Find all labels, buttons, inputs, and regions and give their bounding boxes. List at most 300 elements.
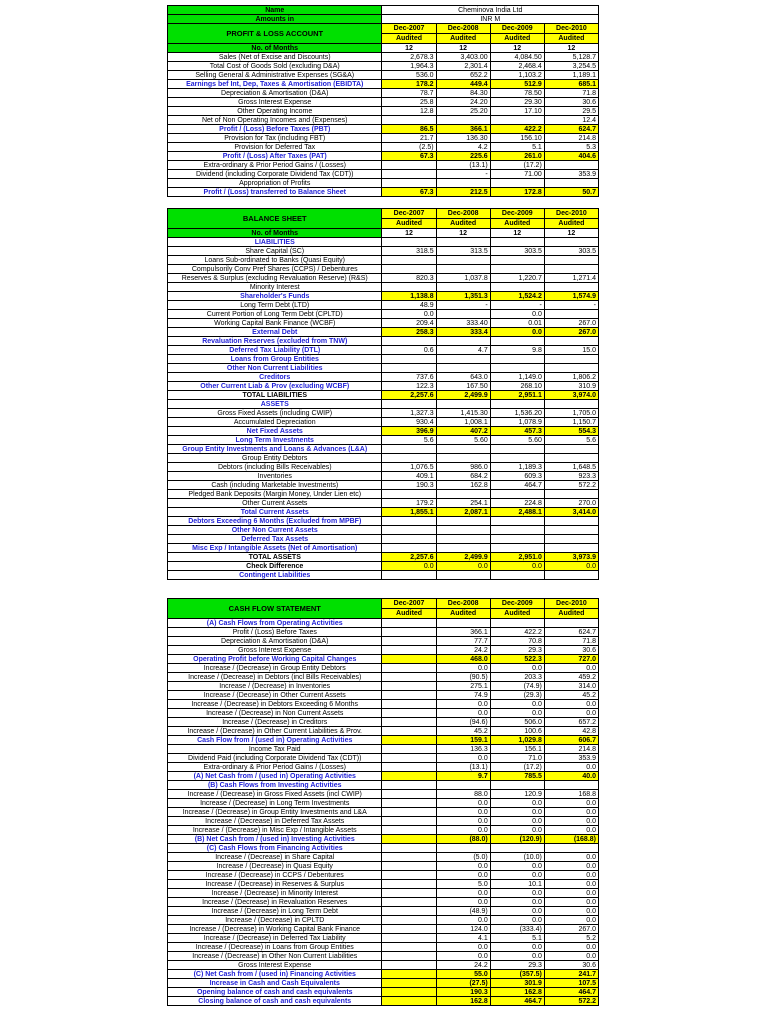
row-value xyxy=(382,646,436,655)
row-label: (C) Net Cash from / (used in) Financing Activities xyxy=(168,970,382,979)
table-row xyxy=(168,655,599,664)
row-value xyxy=(382,700,436,709)
table-row xyxy=(168,170,599,179)
row-value: 643.0 xyxy=(436,373,490,382)
table-row xyxy=(168,646,599,655)
year-header: Dec-2007 xyxy=(382,24,436,34)
row-value xyxy=(544,445,598,454)
table-row xyxy=(168,454,599,463)
row-value: 652.2 xyxy=(436,71,490,80)
row-value xyxy=(436,517,490,526)
row-value: 71.0 xyxy=(490,754,544,763)
row-value: 0.0 xyxy=(544,952,598,961)
row-value: 162.8 xyxy=(436,481,490,490)
row-value: 122.3 xyxy=(382,382,436,391)
row-value: 353.9 xyxy=(544,754,598,763)
table-row xyxy=(168,382,599,391)
row-value: (357.5) xyxy=(490,970,544,979)
row-label: Accumulated Depreciation xyxy=(168,418,382,427)
row-value: 684.2 xyxy=(436,472,490,481)
info-row xyxy=(168,6,599,15)
table-row xyxy=(168,925,599,934)
row-label: Operating Profit before Working Capital Changes xyxy=(168,655,382,664)
row-value xyxy=(490,445,544,454)
row-value xyxy=(490,544,544,553)
row-value: 1,327.3 xyxy=(382,409,436,418)
table-row xyxy=(168,274,599,283)
table-row xyxy=(168,763,599,772)
row-value: 120.9 xyxy=(490,790,544,799)
table-row xyxy=(168,736,599,745)
row-label: Extra-ordinary & Prior Period Gains / (Losses) xyxy=(168,161,382,170)
table-row xyxy=(168,247,599,256)
row-label: Cash (including Marketable Investments) xyxy=(168,481,382,490)
table-row xyxy=(168,328,599,337)
row-value xyxy=(436,310,490,319)
row-label: Extra-ordinary & Prior Period Gains / (Losses) xyxy=(168,763,382,772)
row-value: 0.0 xyxy=(544,709,598,718)
row-value xyxy=(382,934,436,943)
row-value xyxy=(382,799,436,808)
row-value xyxy=(382,709,436,718)
row-value: 30.6 xyxy=(544,646,598,655)
row-label: Long Term Debt (LTD) xyxy=(168,301,382,310)
row-value xyxy=(382,179,436,188)
row-value xyxy=(382,526,436,535)
row-value xyxy=(382,718,436,727)
info-label: Amounts in xyxy=(168,15,382,24)
row-value: 396.9 xyxy=(382,427,436,436)
year-header: Dec-2008 xyxy=(436,599,490,609)
row-value xyxy=(490,571,544,580)
row-value: 5.1 xyxy=(490,143,544,152)
row-value: (29.3) xyxy=(490,691,544,700)
table-row xyxy=(168,526,599,535)
row-value: 0.0 xyxy=(544,799,598,808)
row-value xyxy=(490,265,544,274)
row-label: Increase / (Decrease) in Long Term Investments xyxy=(168,799,382,808)
section-title: PROFIT & LOSS ACCOUNT xyxy=(168,24,382,44)
row-value: 162.8 xyxy=(436,997,490,1006)
row-value xyxy=(382,925,436,934)
table-row xyxy=(168,179,599,188)
year-header-row xyxy=(168,24,599,34)
row-value: 29.3 xyxy=(490,961,544,970)
row-value: - xyxy=(436,301,490,310)
year-header: Dec-2008 xyxy=(436,24,490,34)
table-row xyxy=(168,835,599,844)
row-value: 310.9 xyxy=(544,382,598,391)
row-value xyxy=(382,853,436,862)
row-value: 1,705.0 xyxy=(544,409,598,418)
row-value xyxy=(382,161,436,170)
row-value: 1,076.5 xyxy=(382,463,436,472)
row-value: 261.0 xyxy=(490,152,544,161)
row-value: 0.0 xyxy=(490,310,544,319)
row-value: 209.4 xyxy=(382,319,436,328)
row-label: Increase / (Decrease) in Deferred Tax Liability xyxy=(168,934,382,943)
row-value: 0.0 xyxy=(436,799,490,808)
table-row xyxy=(168,107,599,116)
row-value: 71.8 xyxy=(544,637,598,646)
table-row xyxy=(168,125,599,134)
row-label: Other Non Current Liabilities xyxy=(168,364,382,373)
row-value: 5,128.7 xyxy=(544,53,598,62)
row-value xyxy=(544,238,598,247)
row-value: (74.9) xyxy=(490,682,544,691)
row-label: Profit / (Loss) Before Taxes xyxy=(168,628,382,637)
row-value: 0.0 xyxy=(382,562,436,571)
row-value: 737.6 xyxy=(382,373,436,382)
row-value: 0.0 xyxy=(544,862,598,871)
row-value: 5.2 xyxy=(544,934,598,943)
row-label: Increase / (Decrease) in Minority Interest xyxy=(168,889,382,898)
row-value: 2,951.1 xyxy=(490,391,544,400)
row-value: 0.0 xyxy=(544,943,598,952)
row-value xyxy=(382,673,436,682)
audited-header: Audited xyxy=(382,34,436,44)
table-row xyxy=(168,508,599,517)
row-value: 3,974.0 xyxy=(544,391,598,400)
row-value: 29.5 xyxy=(544,107,598,116)
row-value: 506.0 xyxy=(490,718,544,727)
info-value: Cheminova India Ltd xyxy=(382,6,599,15)
row-value: 2,257.6 xyxy=(382,553,436,562)
row-value: 1,524.2 xyxy=(490,292,544,301)
row-value: 333.4 xyxy=(436,328,490,337)
row-value: 15.0 xyxy=(544,346,598,355)
audited-header: Audited xyxy=(436,609,490,619)
table-row xyxy=(168,934,599,943)
row-value: 1,138.8 xyxy=(382,292,436,301)
table-row xyxy=(168,997,599,1006)
row-value: (17.2) xyxy=(490,763,544,772)
row-label: Revaluation Reserves (excluded from TNW) xyxy=(168,337,382,346)
row-value: 459.2 xyxy=(544,673,598,682)
row-value: 1,964.3 xyxy=(382,62,436,71)
row-value: 785.5 xyxy=(490,772,544,781)
row-value xyxy=(436,400,490,409)
row-value: 267.0 xyxy=(544,925,598,934)
row-value xyxy=(436,364,490,373)
row-value: 2,499.9 xyxy=(436,391,490,400)
row-value xyxy=(490,179,544,188)
row-value xyxy=(436,526,490,535)
row-value xyxy=(382,535,436,544)
row-label: (A) Net Cash from / (used in) Operating Activities xyxy=(168,772,382,781)
row-value: 0.0 xyxy=(544,808,598,817)
row-value: 0.0 xyxy=(544,664,598,673)
row-value: 25.8 xyxy=(382,98,436,107)
row-value: 48.9 xyxy=(382,301,436,310)
row-value: 190.3 xyxy=(436,988,490,997)
row-value xyxy=(490,526,544,535)
row-value: 3,973.9 xyxy=(544,553,598,562)
row-label: Group Entity Debtors xyxy=(168,454,382,463)
row-value: 5.6 xyxy=(544,436,598,445)
row-value xyxy=(382,364,436,373)
row-value: 727.0 xyxy=(544,655,598,664)
row-label: Contingent Liabilities xyxy=(168,571,382,580)
row-value xyxy=(436,238,490,247)
row-value: 1,008.1 xyxy=(436,418,490,427)
row-value xyxy=(544,161,598,170)
row-value xyxy=(544,355,598,364)
table-row xyxy=(168,400,599,409)
months-label: No. of Months xyxy=(168,229,382,238)
row-value: 2,499.9 xyxy=(436,553,490,562)
row-value: (168.8) xyxy=(544,835,598,844)
row-value: 258.3 xyxy=(382,328,436,337)
bs-table xyxy=(167,208,599,580)
row-value: 0.0 xyxy=(490,898,544,907)
row-value: 1,574.9 xyxy=(544,292,598,301)
row-label: TOTAL ASSETS xyxy=(168,553,382,562)
row-value xyxy=(544,364,598,373)
months-value: 12 xyxy=(436,229,490,238)
row-value xyxy=(382,898,436,907)
row-value: 224.8 xyxy=(490,499,544,508)
row-label: Selling General & Administrative Expenses (SG&A) xyxy=(168,71,382,80)
table-row xyxy=(168,152,599,161)
row-value xyxy=(382,835,436,844)
row-value xyxy=(544,781,598,790)
row-value xyxy=(490,337,544,346)
row-value xyxy=(382,238,436,247)
row-value: 5.1 xyxy=(490,934,544,943)
row-label: Reserves & Surplus (excluding Revaluation Reserve) (R&S) xyxy=(168,274,382,283)
row-label: Increase / (Decrease) in Inventories xyxy=(168,682,382,691)
row-label: Increase / (Decrease) in Creditors xyxy=(168,718,382,727)
row-value: 124.0 xyxy=(436,925,490,934)
row-value: 0.0 xyxy=(490,799,544,808)
row-value: 3,414.0 xyxy=(544,508,598,517)
row-value: 77.7 xyxy=(436,637,490,646)
table-row xyxy=(168,517,599,526)
row-value xyxy=(544,526,598,535)
audited-header: Audited xyxy=(490,34,544,44)
row-value: 88.0 xyxy=(436,790,490,799)
table-row xyxy=(168,826,599,835)
row-value xyxy=(544,310,598,319)
row-value xyxy=(382,817,436,826)
row-value: 17.10 xyxy=(490,107,544,116)
row-value: 168.8 xyxy=(544,790,598,799)
row-label: Increase / (Decrease) in Group Entity Investments and L&A xyxy=(168,808,382,817)
row-value: 4.7 xyxy=(436,346,490,355)
row-value: 0.0 xyxy=(436,862,490,871)
row-value: 0.0 xyxy=(436,889,490,898)
row-label: Pledged Bank Deposits (Margin Money, Under Lien etc) xyxy=(168,490,382,499)
row-value: 1,220.7 xyxy=(490,274,544,283)
row-label: Working Capital Bank Finance (WCBF) xyxy=(168,319,382,328)
months-value: 12 xyxy=(544,44,598,53)
table-row xyxy=(168,71,599,80)
row-value xyxy=(436,781,490,790)
year-header: Dec-2008 xyxy=(436,209,490,219)
row-value: 24.20 xyxy=(436,98,490,107)
row-value xyxy=(436,535,490,544)
row-label: Increase / (Decrease) in Other Non Current Liabilities xyxy=(168,952,382,961)
row-label: Profit / (Loss) Before Taxes (PBT) xyxy=(168,125,382,134)
row-value: 78.50 xyxy=(490,89,544,98)
row-label: Provision for Deferred Tax xyxy=(168,143,382,152)
table-row xyxy=(168,562,599,571)
row-value: 3,254.5 xyxy=(544,62,598,71)
row-value: 0.0 xyxy=(490,907,544,916)
year-header: Dec-2009 xyxy=(490,599,544,609)
row-value xyxy=(490,355,544,364)
table-row xyxy=(168,161,599,170)
audited-header: Audited xyxy=(490,219,544,229)
row-value xyxy=(382,628,436,637)
table-row xyxy=(168,355,599,364)
audited-header: Audited xyxy=(382,219,436,229)
table-row xyxy=(168,691,599,700)
row-value xyxy=(436,544,490,553)
row-value xyxy=(544,544,598,553)
row-value: 4.1 xyxy=(436,934,490,943)
row-value: 923.3 xyxy=(544,472,598,481)
row-value: 1,103.2 xyxy=(490,71,544,80)
row-value xyxy=(382,979,436,988)
table-row xyxy=(168,134,599,143)
row-value: 0.0 xyxy=(544,700,598,709)
row-value: 55.0 xyxy=(436,970,490,979)
table-row xyxy=(168,898,599,907)
row-value: 4.2 xyxy=(436,143,490,152)
row-label: Debtors (including Bills Receivables) xyxy=(168,463,382,472)
row-value xyxy=(544,179,598,188)
row-value: 572.2 xyxy=(544,481,598,490)
row-value xyxy=(382,880,436,889)
row-value xyxy=(490,256,544,265)
row-value xyxy=(382,808,436,817)
row-label: Increase / (Decrease) in Non Current Assets xyxy=(168,709,382,718)
row-value: 136.3 xyxy=(436,745,490,754)
row-value: 30.6 xyxy=(544,98,598,107)
row-value: 314.0 xyxy=(544,682,598,691)
row-label: Dividend (including Corporate Dividend Tax (CDT)) xyxy=(168,170,382,179)
row-label: Minority Interest xyxy=(168,283,382,292)
row-value xyxy=(382,997,436,1006)
table-row xyxy=(168,409,599,418)
row-value xyxy=(382,916,436,925)
row-value: 0.0 xyxy=(544,916,598,925)
table-row xyxy=(168,952,599,961)
row-value: 1,536.20 xyxy=(490,409,544,418)
row-label: Increase in Cash and Cash Equivalents xyxy=(168,979,382,988)
row-label: Other Current Liab & Prov (excluding WCBF) xyxy=(168,382,382,391)
row-value: 0.0 xyxy=(436,808,490,817)
row-value: 0.0 xyxy=(436,754,490,763)
row-value xyxy=(490,454,544,463)
row-value: 267.0 xyxy=(544,319,598,328)
row-value xyxy=(544,490,598,499)
row-value xyxy=(382,337,436,346)
row-value: 464.7 xyxy=(490,481,544,490)
row-value xyxy=(382,655,436,664)
table-row xyxy=(168,472,599,481)
row-value: 0.0 xyxy=(490,862,544,871)
table-row xyxy=(168,98,599,107)
table-row xyxy=(168,709,599,718)
row-value: (13.1) xyxy=(436,763,490,772)
table-row xyxy=(168,283,599,292)
row-value: 84.30 xyxy=(436,89,490,98)
months-value: 12 xyxy=(382,229,436,238)
row-value: 167.50 xyxy=(436,382,490,391)
row-value xyxy=(382,170,436,179)
row-value xyxy=(382,619,436,628)
row-label: Total Cost of Goods Sold (excluding D&A) xyxy=(168,62,382,71)
row-value xyxy=(382,544,436,553)
cash-flow-section xyxy=(167,598,599,1006)
pl-table xyxy=(167,5,599,197)
row-value: 78.7 xyxy=(382,89,436,98)
row-value xyxy=(382,517,436,526)
row-label: Dividend Paid (including Corporate Dividend Tax (CDT)) xyxy=(168,754,382,763)
row-value xyxy=(436,256,490,265)
table-row xyxy=(168,499,599,508)
row-value: 1,648.5 xyxy=(544,463,598,472)
row-label: Appropriation of Profits xyxy=(168,179,382,188)
row-value xyxy=(382,682,436,691)
row-value xyxy=(382,844,436,853)
months-value: 12 xyxy=(544,229,598,238)
row-value: 71.00 xyxy=(490,170,544,179)
table-row xyxy=(168,817,599,826)
row-value: 190.3 xyxy=(382,481,436,490)
row-value xyxy=(490,781,544,790)
row-value: 70.8 xyxy=(490,637,544,646)
row-label: Misc Exp / Intangible Assets (Net of Amortisation) xyxy=(168,544,382,553)
row-value: 512.9 xyxy=(490,80,544,89)
table-row xyxy=(168,916,599,925)
table-row xyxy=(168,535,599,544)
row-value: 2,678.3 xyxy=(382,53,436,62)
row-value: 1,271.4 xyxy=(544,274,598,283)
row-value: 820.3 xyxy=(382,274,436,283)
audited-header: Audited xyxy=(544,34,598,44)
row-value: 24.2 xyxy=(436,646,490,655)
row-value: 214.8 xyxy=(544,745,598,754)
row-value: 179.2 xyxy=(382,499,436,508)
row-value xyxy=(382,961,436,970)
table-row xyxy=(168,143,599,152)
row-value: 422.2 xyxy=(490,125,544,134)
row-value: 5.60 xyxy=(490,436,544,445)
info-value: INR M xyxy=(382,15,599,24)
row-label: Increase / (Decrease) in Long Term Debt xyxy=(168,907,382,916)
row-value: 86.5 xyxy=(382,125,436,134)
row-value: 241.7 xyxy=(544,970,598,979)
row-value: 0.0 xyxy=(382,310,436,319)
row-value: 407.2 xyxy=(436,427,490,436)
table-row xyxy=(168,637,599,646)
row-value: 21.7 xyxy=(382,134,436,143)
row-value: 0.0 xyxy=(436,916,490,925)
row-value xyxy=(544,571,598,580)
row-value: 0.0 xyxy=(490,562,544,571)
section-title: CASH FLOW STATEMENT xyxy=(168,599,382,619)
row-label: Sales (Net of Excise and Discounts) xyxy=(168,53,382,62)
row-value xyxy=(382,763,436,772)
year-header: Dec-2010 xyxy=(544,599,598,609)
row-label: Current Portion of Long Term Debt (CPLTD) xyxy=(168,310,382,319)
row-value xyxy=(436,283,490,292)
row-value xyxy=(382,400,436,409)
